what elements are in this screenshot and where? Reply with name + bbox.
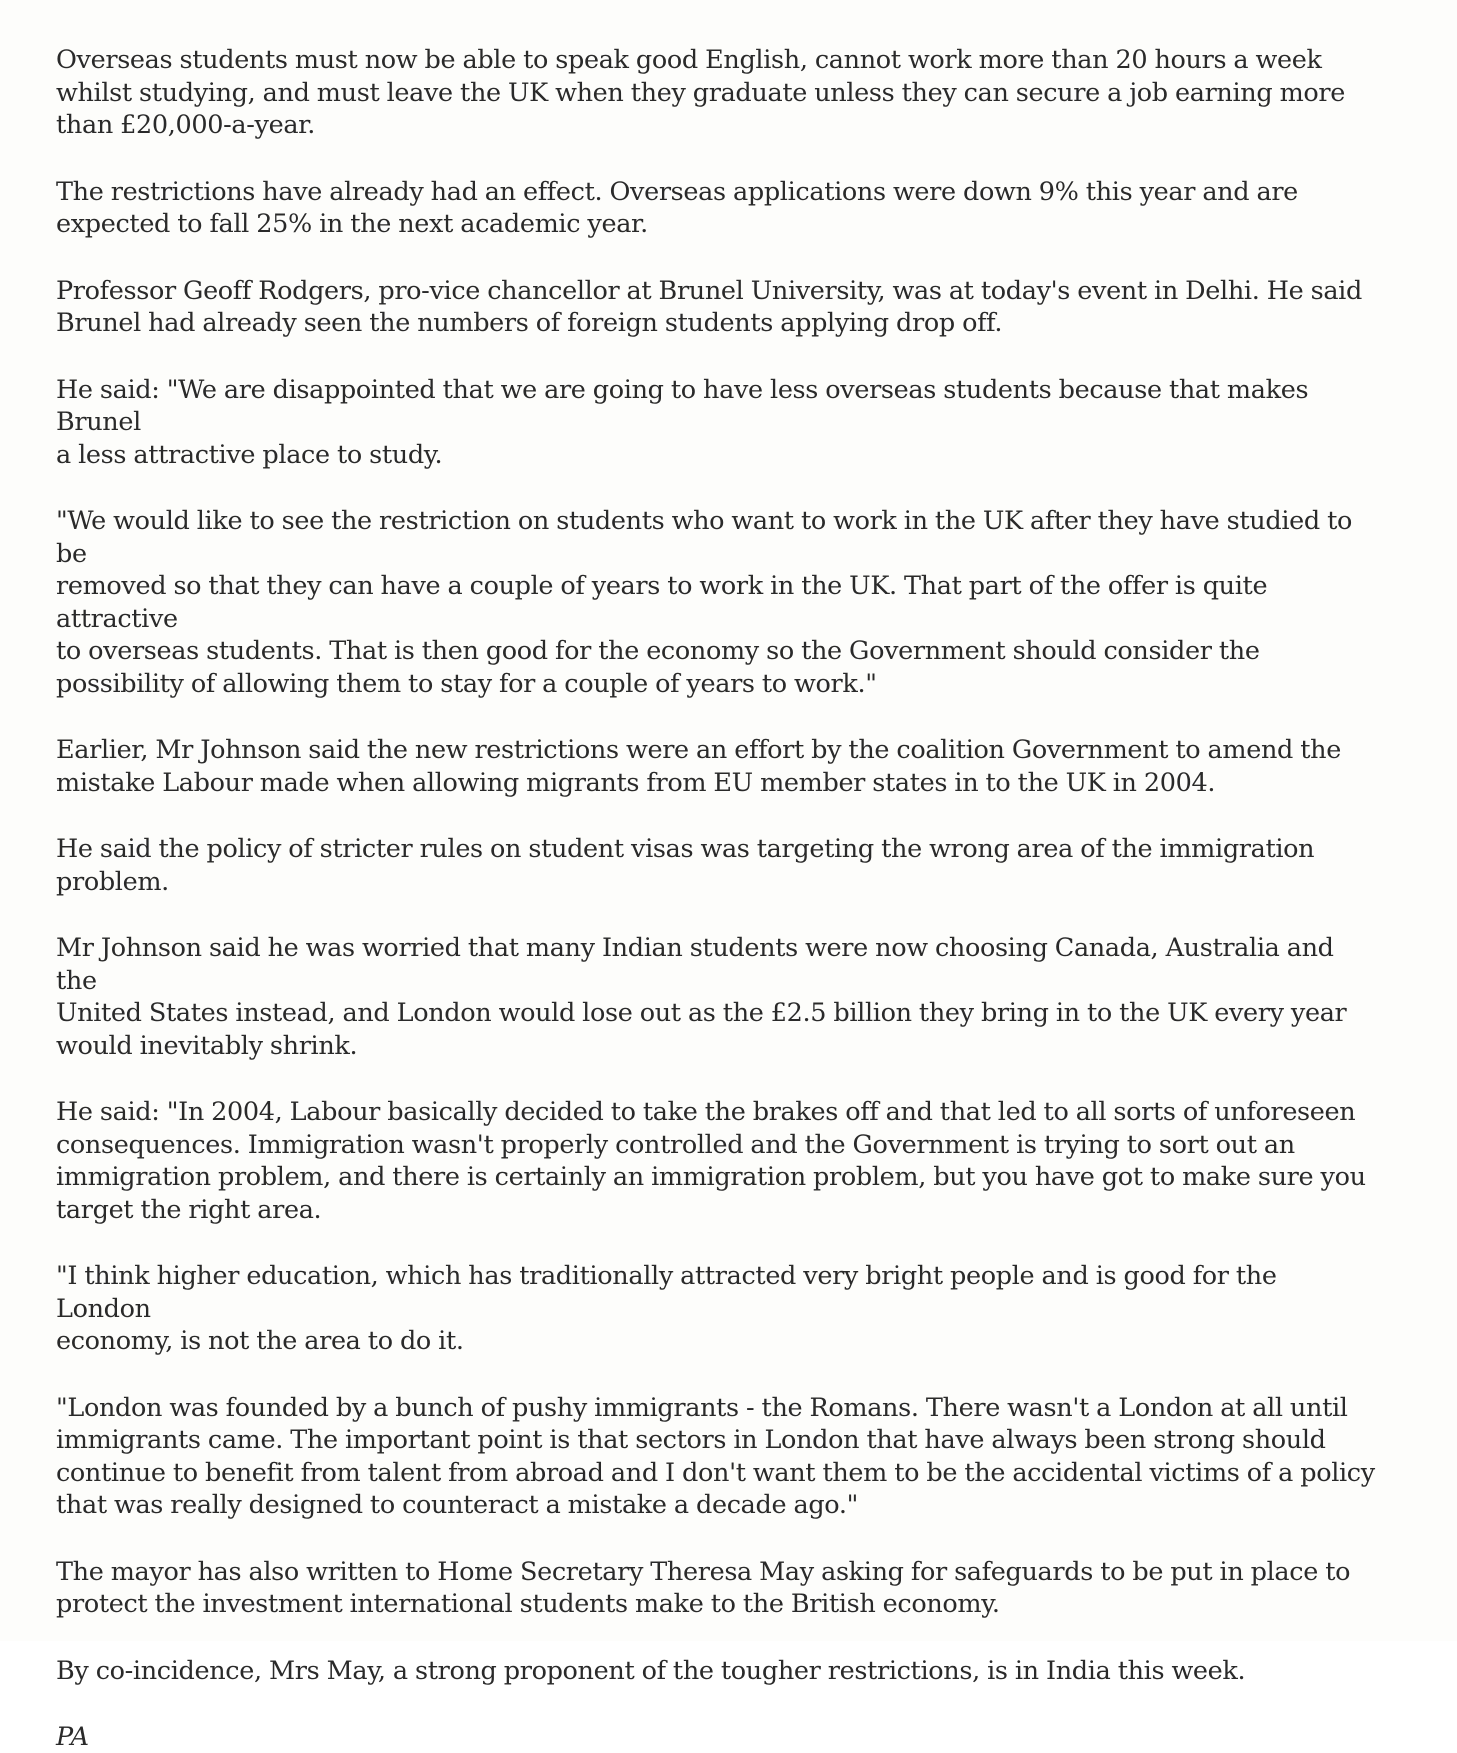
paragraph: "London was founded by a bunch of pushy immigrants - the Romans. There wasn't a London at all until immigrants came. The important point is that sectors in London that have always been strong should continue to benefit from talent from abroad and I don't want them to be the accidental victims of a policy that was really designed to counteract a mistake a decade ago."	[56, 1392, 1375, 1520]
paragraph: "I think higher education, which has traditionally attracted very bright people and is good for the London economy, is not the area to do it.	[56, 1261, 1277, 1356]
article-body	[56, 44, 1376, 1753]
paragraph: He said: "In 2004, Labour basically decided to take the brakes off and that led to all sorts of unforeseen consequences. Immigration wasn't properly controlled and the Government is trying to sort out an immigration problem, and there is certainly an immigration problem, but you have got to make sure you target the right area.	[56, 1097, 1366, 1225]
paragraph: He said: "We are disappointed that we are going to have less overseas students because that makes Brunel a less attractive place to study.	[56, 374, 1309, 470]
paragraph: He said the policy of stricter rules on student visas was targeting the wrong area of the immigration problem.	[56, 834, 1315, 897]
paragraph: Professor Geoff Rodgers, pro-vice chancellor at Brunel University, was at today's event in Delhi. He said Brunel had already seen the numbers of foreign students applying drop off.	[56, 275, 1362, 338]
paragraph: Overseas students must now be able to speak good English, cannot work more than 20 hours a week whilst studying, and must leave the UK when they graduate unless they can secure a job earning more than £20,000-a-year.	[56, 45, 1346, 140]
paragraph: The restrictions have already had an effect. Overseas applications were down 9% this year and are expected to fall 25% in the next academic year.	[56, 176, 1298, 239]
paragraph: Mr Johnson said he was worried that many Indian students were now choosing Canada, Australia and the United States instead, and London would lose out as the £2.5 billion they bring in to the UK every year would inevitably shrink.	[56, 933, 1347, 1061]
paragraph: The mayor has also written to Home Secretary Theresa May asking for safeguards to be put in place to protect the investment international students make to the British economy.	[56, 1556, 1351, 1619]
paragraph: "We would like to see the restriction on students who want to work in the UK after they have studied to be removed so that they can have a couple of years to work in the UK. That part of the offer is quite attractive to overseas students. That is then good for the economy so the Government should consider the possibility of allowing them to stay for a couple of years to work."	[56, 506, 1353, 699]
paragraph: By co-incidence, Mrs May, a strong proponent of the tougher restrictions, is in India this week.	[56, 1655, 1246, 1686]
paragraph: Earlier, Mr Johnson said the new restrictions were an effort by the coalition Government to amend the mistake Labour made when allowing migrants from EU member states in to the UK in 2004.	[56, 735, 1341, 798]
source-credit: PA	[56, 1722, 89, 1752]
